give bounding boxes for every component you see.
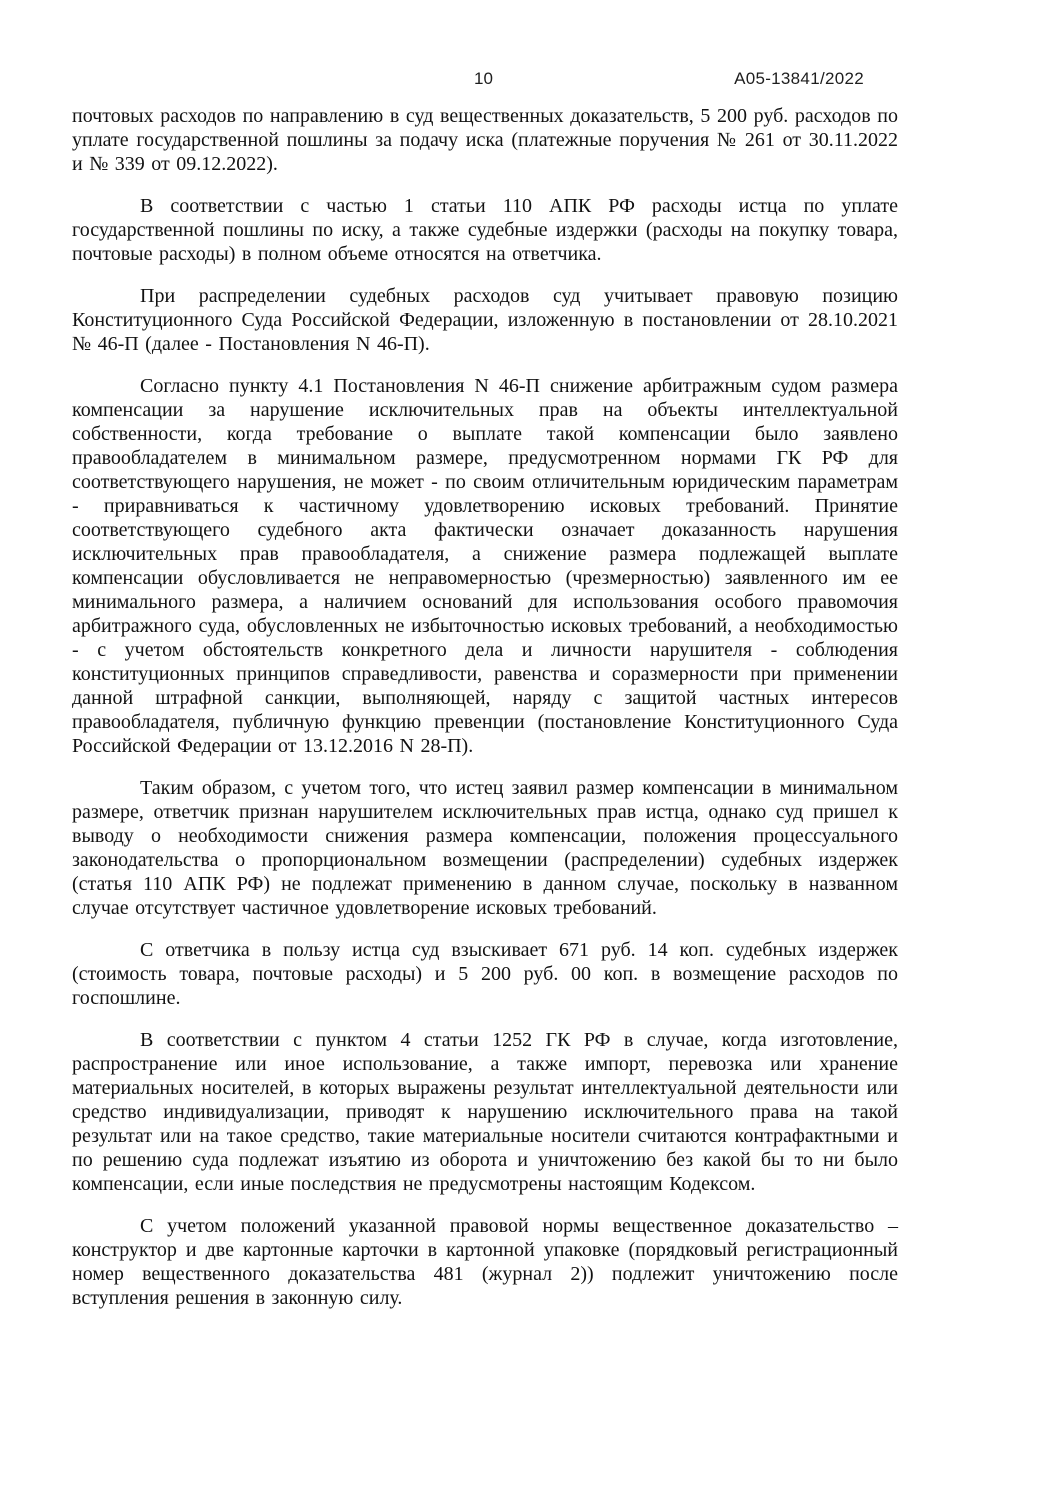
paragraph: В соответствии с частью 1 статьи 110 АПК РФ расходы истца по уплате государственной пошлины по иску, а также судебные издержки (расходы на покупку товара, почтовые расходы) в полном объеме относятся на ответчика. xyxy=(72,195,898,265)
paragraph: В соответствии с пунктом 4 статьи 1252 ГК РФ в случае, когда изготовление, распространение или иное использование, а также импорт, перевозка или хранение материальных носителей, в которых выражены результат интеллектуальной деятельности или средство индивидуализации, приводят к нарушению исключительного права на такой результат или на такое средство, такие материальные носители считаются контрафактными и по решению суда подлежат изъятию из оборота и уничтожению без какой бы то ни было компенсации, если иные последствия не предусмотрены настоящим Кодексом. xyxy=(72,1029,898,1195)
page-header xyxy=(70,68,897,90)
paragraph: При распределении судебных расходов суд учитывает правовую позицию Конституционного Суда Российской Федерации, изложенную в постановлении от 28.10.2021 № 46-П (далее - Постановления N 46-П). xyxy=(72,285,898,355)
paragraph: Таким образом, с учетом того, что истец заявил размер компенсации в минимальном размере, ответчик признан нарушителем исключительных прав истца, однако суд пришел к выводу о необходимости снижения размера компенсации, положения процессуального законодательства о пропорциональном возмещении (распределении) судебных издержек (статья 110 АПК РФ) не подлежат применению в данном случае, поскольку в названном случае отсутствует частичное удовлетворение исковых требований. xyxy=(72,777,898,919)
document-body xyxy=(72,104,898,1310)
paragraph: Согласно пункту 4.1 Постановления N 46-П снижение арбитражным судом размера компенсации за нарушение исключительных прав на объекты интеллектуальной собственности, когда требование о выплате такой компенсации было заявлено правообладателем в минимальном размере, предусмотренном нормами ГК РФ для соответствующего нарушения, не может - по своим отличительным юридическим параметрам - приравниваться к частичному удовлетворению исковых требований. Принятие соответствующего судебного акта фактически означает доказанность нарушения исключительных прав правообладателя, а снижение размера подлежащей выплате компенсации обусловливается не неправомерностью (чрезмерностью) заявленного им ее минимального размера, а наличием оснований для использования особого правомочия арбитражного суда, обусловленных не избыточностью исковых требований, а необходимостью - с учетом обстоятельств конкретного дела и личности нарушителя - соблюдения конституционных принципов справедливости, равенства и соразмерности при применении данной штрафной санкции, выполняющей, наряду с защитой частных интересов правообладателя, публичную функцию превенции (постановление Конституционного Суда Российской Федерации от 13.12.2016 N 28-П). xyxy=(72,375,898,757)
paragraph: С ответчика в пользу истца суд взыскивает 671 руб. 14 коп. судебных издержек (стоимость товара, почтовые расходы) и 5 200 руб. 00 коп. в возмещение расходов по госпошлине. xyxy=(72,939,898,1009)
paragraph: С учетом положений указанной правовой нормы вещественное доказательство – конструктор и две картонные карточки в картонной упаковке (порядковый регистрационный номер вещественного доказательства 481 (журнал 2)) подлежит уничтожению после вступления решения в законную силу. xyxy=(72,1215,898,1309)
paragraph: почтовых расходов по направлению в суд вещественных доказательств, 5 200 руб. расходов по уплате государственной пошлины за подачу иска (платежные поручения № 261 от 30.11.2022 и № 339 от 09.12.2022). xyxy=(72,105,898,175)
case-number: А05-13841/2022 xyxy=(734,69,864,88)
page-number: 10 xyxy=(474,69,493,88)
